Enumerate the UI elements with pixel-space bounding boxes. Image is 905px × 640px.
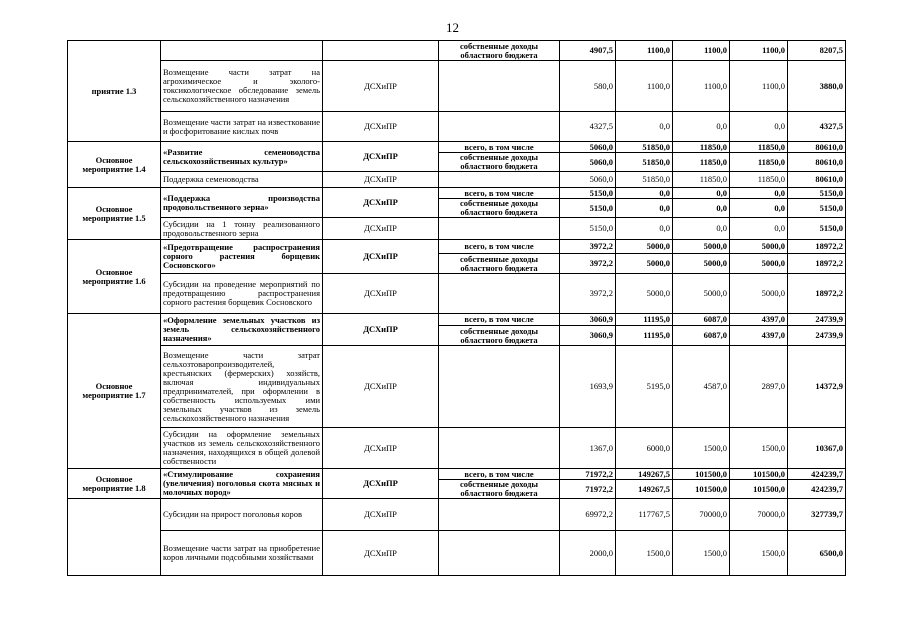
total-value-cell: 24739,9 (788, 326, 846, 346)
description-cell: «Стимулирование сохранения (увеличения) поголовья скота мясных и молочных пород» (161, 469, 323, 499)
year-value-cell: 2897,0 (730, 346, 788, 428)
page-number: 12 (446, 20, 459, 35)
event-name-cell (68, 499, 161, 576)
table-row (68, 188, 846, 199)
year-value-cell: 5000,0 (673, 274, 730, 314)
year-value-cell: 5000,0 (616, 240, 673, 254)
year-value-cell: 71972,2 (560, 480, 616, 499)
event-name-cell: Основное мероприятие 1.7 (68, 314, 161, 469)
funding-source-cell: собственные доходы областного бюджета (439, 41, 560, 61)
event-name-cell: приятие 1.3 (68, 41, 161, 142)
year-value-cell: 5060,0 (560, 172, 616, 188)
total-value-cell: 80610,0 (788, 153, 846, 172)
year-value-cell: 5150,0 (560, 218, 616, 240)
year-value-cell: 117767,5 (616, 499, 673, 531)
description-cell: Субсидии на 1 тонну реализованного продовольственного зерна (161, 218, 323, 240)
total-value-cell: 4327,5 (788, 112, 846, 142)
year-value-cell: 2000,0 (560, 531, 616, 576)
description-cell: «Поддержка производства продовольственного зерна» (161, 188, 323, 218)
funding-source-cell: всего, в том числе (439, 240, 560, 254)
description-cell: Субсидии на проведение мероприятий по предотвращению распространения сорного растения борщевик Сосновского (161, 274, 323, 314)
description-cell (161, 41, 323, 61)
table-row (68, 428, 846, 469)
year-value-cell: 0,0 (673, 188, 730, 199)
year-value-cell: 1500,0 (616, 531, 673, 576)
funding-source-cell (439, 274, 560, 314)
executor-cell: ДСХиПР (323, 346, 439, 428)
funding-source-cell: собственные доходы областного бюджета (439, 199, 560, 218)
executor-cell: ДСХиПР (323, 274, 439, 314)
year-value-cell: 4907,5 (560, 41, 616, 61)
funding-source-cell: собственные доходы областного бюджета (439, 153, 560, 172)
executor-cell: ДСХиПР (323, 142, 439, 172)
year-value-cell: 5000,0 (616, 274, 673, 314)
year-value-cell: 5000,0 (673, 240, 730, 254)
total-value-cell: 424239,7 (788, 480, 846, 499)
funding-source-cell (439, 531, 560, 576)
year-value-cell: 51850,0 (616, 142, 673, 153)
total-value-cell: 5150,0 (788, 188, 846, 199)
funding-source-cell (439, 112, 560, 142)
year-value-cell: 580,0 (560, 61, 616, 112)
total-value-cell: 10367,0 (788, 428, 846, 469)
event-name-cell: Основное мероприятие 1.5 (68, 188, 161, 240)
funding-source-cell: собственные доходы областного бюджета (439, 254, 560, 274)
table-row (68, 142, 846, 153)
year-value-cell: 5150,0 (560, 188, 616, 199)
year-value-cell: 5060,0 (560, 153, 616, 172)
table-row (68, 112, 846, 142)
table-row (68, 346, 846, 428)
executor-cell: ДСХиПР (323, 188, 439, 218)
year-value-cell: 0,0 (616, 218, 673, 240)
total-value-cell: 14372,9 (788, 346, 846, 428)
year-value-cell: 11850,0 (730, 153, 788, 172)
year-value-cell: 0,0 (730, 188, 788, 199)
year-value-cell: 1100,0 (730, 61, 788, 112)
table-row (68, 469, 846, 480)
executor-cell: ДСХиПР (323, 314, 439, 346)
year-value-cell: 101500,0 (673, 469, 730, 480)
year-value-cell: 11850,0 (730, 172, 788, 188)
year-value-cell: 1500,0 (673, 428, 730, 469)
year-value-cell: 5150,0 (560, 199, 616, 218)
year-value-cell: 11850,0 (673, 142, 730, 153)
funding-source-cell (439, 61, 560, 112)
year-value-cell: 51850,0 (616, 153, 673, 172)
table-row (68, 172, 846, 188)
year-value-cell: 0,0 (616, 188, 673, 199)
year-value-cell: 11195,0 (616, 314, 673, 326)
executor-cell: ДСХиПР (323, 469, 439, 499)
year-value-cell: 5060,0 (560, 142, 616, 153)
year-value-cell: 4587,0 (673, 346, 730, 428)
year-value-cell: 1100,0 (673, 41, 730, 61)
year-value-cell: 6087,0 (673, 314, 730, 326)
year-value-cell: 1693,9 (560, 346, 616, 428)
total-value-cell: 18972,2 (788, 254, 846, 274)
total-value-cell: 80610,0 (788, 142, 846, 153)
year-value-cell: 3060,9 (560, 326, 616, 346)
funding-source-cell: всего, в том числе (439, 314, 560, 326)
description-cell: Возмещение части затрат на известкование и фосфоритование кислых почв (161, 112, 323, 142)
total-value-cell: 424239,7 (788, 469, 846, 480)
executor-cell: ДСХиПР (323, 112, 439, 142)
year-value-cell: 51850,0 (616, 172, 673, 188)
year-value-cell: 1100,0 (673, 61, 730, 112)
year-value-cell: 71972,2 (560, 469, 616, 480)
executor-cell: ДСХиПР (323, 61, 439, 112)
table-row (68, 218, 846, 240)
total-value-cell: 5150,0 (788, 199, 846, 218)
executor-cell: ДСХиПР (323, 240, 439, 274)
description-cell: Субсидии на оформление земельных участков из земель сельскохозяйственного назначения, находящихся в общей долевой собственности (161, 428, 323, 469)
table-row (68, 61, 846, 112)
description-cell: Поддержка семеноводства (161, 172, 323, 188)
funding-source-cell: собственные доходы областного бюджета (439, 480, 560, 499)
year-value-cell: 3972,2 (560, 274, 616, 314)
total-value-cell: 80610,0 (788, 172, 846, 188)
year-value-cell: 11850,0 (673, 153, 730, 172)
year-value-cell: 1100,0 (616, 41, 673, 61)
description-cell: Возмещение части затрат сельхозтоваропроизводителей, крестьянских (фермерских) хозяйств, включая индивидуальных предпринимателей, при оформлении в собственность используемых ими земельных участков из земель сельскохозяйственного назначения (161, 346, 323, 428)
total-value-cell: 6500,0 (788, 531, 846, 576)
total-value-cell: 327739,7 (788, 499, 846, 531)
year-value-cell: 5000,0 (730, 240, 788, 254)
table-row (68, 499, 846, 531)
funding-source-cell: собственные доходы областного бюджета (439, 326, 560, 346)
year-value-cell: 0,0 (730, 218, 788, 240)
year-value-cell: 0,0 (673, 199, 730, 218)
funding-source-cell (439, 428, 560, 469)
year-value-cell: 0,0 (673, 112, 730, 142)
executor-cell (323, 41, 439, 61)
year-value-cell: 6000,0 (616, 428, 673, 469)
year-value-cell: 11195,0 (616, 326, 673, 346)
funding-source-cell (439, 499, 560, 531)
year-value-cell: 5000,0 (730, 254, 788, 274)
total-value-cell: 18972,2 (788, 274, 846, 314)
funding-source-cell (439, 172, 560, 188)
description-cell: Возмещение части затрат на приобретение коров личными подсобными хозяйствами (161, 531, 323, 576)
table-row (68, 314, 846, 326)
total-value-cell: 18972,2 (788, 240, 846, 254)
year-value-cell: 4397,0 (730, 314, 788, 326)
event-name-cell: Основное мероприятие 1.6 (68, 240, 161, 314)
executor-cell: ДСХиПР (323, 499, 439, 531)
year-value-cell: 4397,0 (730, 326, 788, 346)
total-value-cell: 5150,0 (788, 218, 846, 240)
year-value-cell: 101500,0 (730, 469, 788, 480)
year-value-cell: 11850,0 (730, 142, 788, 153)
year-value-cell: 69972,2 (560, 499, 616, 531)
total-value-cell: 3880,0 (788, 61, 846, 112)
year-value-cell: 101500,0 (730, 480, 788, 499)
year-value-cell: 1500,0 (673, 531, 730, 576)
year-value-cell: 11850,0 (673, 172, 730, 188)
year-value-cell: 1500,0 (730, 428, 788, 469)
year-value-cell: 5000,0 (616, 254, 673, 274)
year-value-cell: 149267,5 (616, 469, 673, 480)
year-value-cell: 3972,2 (560, 254, 616, 274)
year-value-cell: 0,0 (730, 199, 788, 218)
table-body (68, 41, 846, 576)
description-cell: «Предотвращение распространения сорного растения борщевик Сосновского» (161, 240, 323, 274)
year-value-cell: 3972,2 (560, 240, 616, 254)
total-value-cell: 24739,9 (788, 314, 846, 326)
event-name-cell: Основное мероприятие 1.8 (68, 469, 161, 499)
year-value-cell: 70000,0 (673, 499, 730, 531)
executor-cell: ДСХиПР (323, 428, 439, 469)
executor-cell: ДСХиПР (323, 531, 439, 576)
year-value-cell: 1500,0 (730, 531, 788, 576)
total-value-cell: 8207,5 (788, 41, 846, 61)
table-row (68, 41, 846, 61)
year-value-cell: 5195,0 (616, 346, 673, 428)
year-value-cell: 1100,0 (616, 61, 673, 112)
year-value-cell: 149267,5 (616, 480, 673, 499)
year-value-cell: 1100,0 (730, 41, 788, 61)
table-row (68, 274, 846, 314)
executor-cell: ДСХиПР (323, 172, 439, 188)
funding-source-cell (439, 346, 560, 428)
year-value-cell: 3060,9 (560, 314, 616, 326)
year-value-cell: 101500,0 (673, 480, 730, 499)
year-value-cell: 0,0 (730, 112, 788, 142)
year-value-cell: 6087,0 (673, 326, 730, 346)
description-cell: «Оформление земельных участков из земель сельскохозяйственного назначения» (161, 314, 323, 346)
funding-source-cell: всего, в том числе (439, 469, 560, 480)
year-value-cell: 0,0 (616, 199, 673, 218)
budget-table (67, 40, 846, 576)
description-cell: «Развитие семеноводства сельскохозяйственных культур» (161, 142, 323, 172)
description-cell: Субсидии на прирост поголовья коров (161, 499, 323, 531)
year-value-cell: 70000,0 (730, 499, 788, 531)
year-value-cell: 5000,0 (730, 274, 788, 314)
funding-source-cell: всего, в том числе (439, 142, 560, 153)
year-value-cell: 1367,0 (560, 428, 616, 469)
year-value-cell: 0,0 (673, 218, 730, 240)
year-value-cell: 0,0 (616, 112, 673, 142)
year-value-cell: 4327,5 (560, 112, 616, 142)
funding-source-cell: всего, в том числе (439, 188, 560, 199)
year-value-cell: 5000,0 (673, 254, 730, 274)
funding-source-cell (439, 218, 560, 240)
description-cell: Возмещение части затрат на агрохимическое и эколого-токсикологическое обследование земель сельскохозяйственного назначения (161, 61, 323, 112)
executor-cell: ДСХиПР (323, 218, 439, 240)
event-name-cell: Основное мероприятие 1.4 (68, 142, 161, 188)
table-row (68, 531, 846, 576)
table-row (68, 240, 846, 254)
